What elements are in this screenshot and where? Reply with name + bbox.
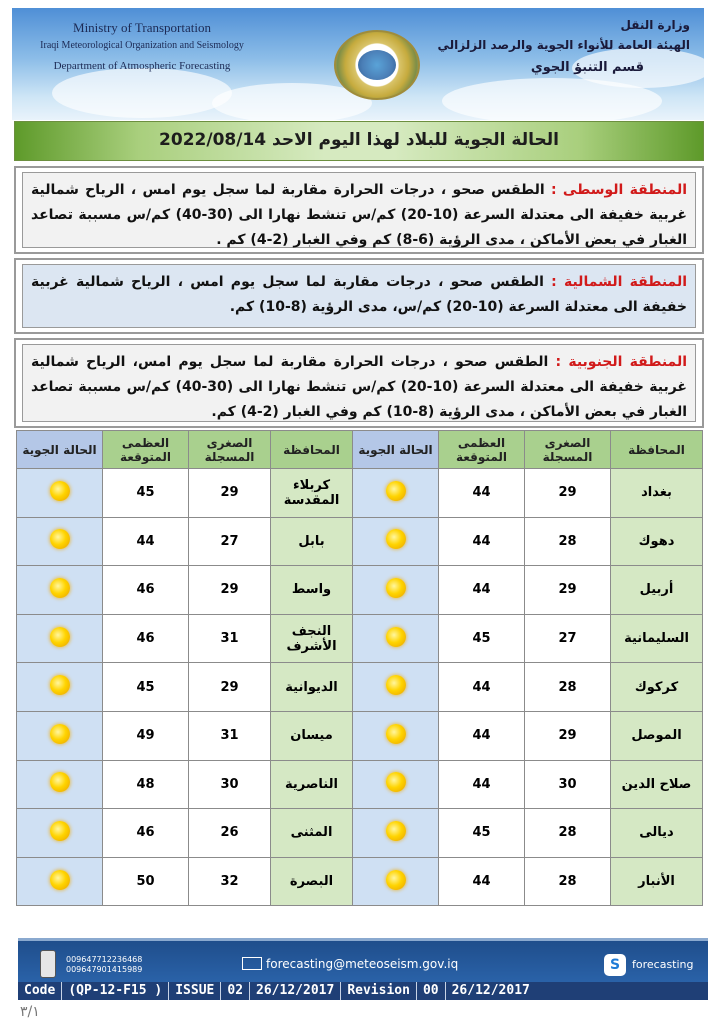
table-row — [17, 663, 703, 712]
weather-cell — [353, 760, 439, 809]
header-weather: الحالة الجوية — [17, 431, 103, 469]
governorate-cell: الموصل — [611, 711, 703, 760]
min-temp-cell: 27 — [525, 614, 611, 663]
region-central — [14, 166, 704, 254]
max-temp-cell: 45 — [439, 614, 525, 663]
max-temp-cell: 44 — [439, 857, 525, 906]
header-banner — [12, 8, 704, 120]
governorate-cell: أربيل — [611, 566, 703, 615]
table-row — [17, 711, 703, 760]
region-central-text: الطقس صحو ، درجات الحرارة مقاربة لما سجل يوم امس ، الرياح شمالية غربية خفيفة الى معتدلة السرعة (10-20) كم/س تنشط نهارا الى (30-40) كم/س مسببة تصاعد الغبار في بعض الأماكن ، مدى الرؤية (6-8) كم وفي الغبار (2-4) كم . — [31, 182, 687, 248]
min-temp-cell: 26 — [189, 809, 271, 858]
document-code-bar — [18, 982, 708, 1000]
governorate-cell: السليمانية — [611, 614, 703, 663]
mail-icon — [242, 957, 262, 970]
sun-icon — [386, 675, 406, 695]
max-temp-cell: 45 — [439, 809, 525, 858]
min-temp-cell: 29 — [189, 566, 271, 615]
sun-icon — [386, 481, 406, 501]
issue-value: 02 — [221, 982, 250, 1000]
ministry-en: Ministry of Transportation — [73, 20, 211, 35]
weather-cell — [17, 711, 103, 760]
header-min-temp: الصغرى المسجلة — [525, 431, 611, 469]
weather-cell — [353, 614, 439, 663]
skype-icon: S — [604, 954, 626, 976]
region-south — [14, 338, 704, 428]
weather-cell — [353, 469, 439, 518]
max-temp-cell: 49 — [103, 711, 189, 760]
weather-cell — [17, 857, 103, 906]
sun-icon — [386, 578, 406, 598]
min-temp-cell: 28 — [525, 857, 611, 906]
header-weather: الحالة الجوية — [353, 431, 439, 469]
weather-cell — [353, 663, 439, 712]
weather-cell — [17, 809, 103, 858]
sun-icon — [386, 821, 406, 841]
max-temp-cell: 44 — [439, 711, 525, 760]
weather-cell — [353, 711, 439, 760]
table-row — [17, 517, 703, 566]
header-governorate: المحافظة — [271, 431, 353, 469]
table-row — [17, 566, 703, 615]
min-temp-cell: 29 — [525, 566, 611, 615]
min-temp-cell: 29 — [525, 469, 611, 518]
email-link[interactable]: forecasting@meteoseism.gov.iq — [266, 957, 459, 971]
min-temp-cell: 27 — [189, 517, 271, 566]
region-south-text: الطقس صحو ، درجات الحرارة مقاربة لما سجل يوم امس، الرياح شمالية غربية خفيفة الى معتدلة السرعة (10-20) كم/س تنشط نهارا الى (30-40) كم/س مسببة تصاعد الغبار في بعض الأماكن ، مدى الرؤية (8-10) كم وفي الغبار (2-4) كم. — [31, 354, 687, 420]
min-temp-cell: 31 — [189, 711, 271, 760]
header-max-temp: العظمى المتوقعة — [439, 431, 525, 469]
organization-ar: الهيئة العامة للأنواء الجوية والرصد الزلزالي — [437, 38, 690, 52]
max-temp-cell: 46 — [103, 809, 189, 858]
sun-icon — [50, 578, 70, 598]
weather-cell — [17, 469, 103, 518]
governorate-cell: دهوك — [611, 517, 703, 566]
skype-handle[interactable]: forecasting — [632, 958, 694, 971]
page-title: الحالة الجوية للبلاد لهذا اليوم الاحد 2022/08/14 — [159, 130, 559, 150]
weather-cell — [353, 857, 439, 906]
revision-date: 26/12/2017 — [451, 983, 530, 998]
min-temp-cell: 29 — [189, 663, 271, 712]
code-label: Code — [18, 982, 62, 1000]
sun-icon — [50, 529, 70, 549]
department-en: Department of Atmospheric Forecasting — [53, 60, 231, 72]
organization-en: Iraqi Meteorological Organization and Seismology — [40, 40, 244, 51]
min-temp-cell: 28 — [525, 809, 611, 858]
max-temp-cell: 44 — [439, 517, 525, 566]
sun-icon — [386, 772, 406, 792]
header-min-temp: الصغرى المسجلة — [189, 431, 271, 469]
region-north — [14, 258, 704, 334]
weather-cell — [17, 760, 103, 809]
governorate-cell: بابل — [271, 517, 353, 566]
header-governorate: المحافظة — [611, 431, 703, 469]
max-temp-cell: 48 — [103, 760, 189, 809]
table-row — [17, 809, 703, 858]
min-temp-cell: 29 — [189, 469, 271, 518]
department-ar: قسم التنبؤ الجوي — [530, 60, 644, 75]
governorate-cell: بغداد — [611, 469, 703, 518]
revision-label: Revision — [341, 982, 417, 1000]
title-bar — [14, 121, 704, 161]
max-temp-cell: 45 — [103, 663, 189, 712]
min-temp-cell: 30 — [189, 760, 271, 809]
min-temp-cell: 31 — [189, 614, 271, 663]
code-value: (QP-12-F15 ) — [62, 982, 169, 1000]
weather-cell — [17, 517, 103, 566]
sun-icon — [386, 529, 406, 549]
table-row — [17, 469, 703, 518]
weather-cell — [17, 614, 103, 663]
min-temp-cell: 30 — [525, 760, 611, 809]
phone-1: 009647712236468 — [66, 955, 143, 964]
sun-icon — [386, 627, 406, 647]
region-central-name: المنطقة الوسطى : — [551, 182, 687, 198]
issue-date: 26/12/2017 — [250, 982, 341, 1000]
issue-label: ISSUE — [169, 982, 221, 1000]
min-temp-cell: 32 — [189, 857, 271, 906]
revision-value: 00 — [417, 982, 446, 1000]
governorate-cell: واسط — [271, 566, 353, 615]
governorate-cell: ميسان — [271, 711, 353, 760]
weather-cell — [353, 566, 439, 615]
weather-cell — [353, 809, 439, 858]
sun-icon — [50, 724, 70, 744]
table-header-row — [17, 431, 703, 469]
max-temp-cell: 44 — [439, 663, 525, 712]
governorate-cell: المثنى — [271, 809, 353, 858]
max-temp-cell: 45 — [103, 469, 189, 518]
sun-icon — [50, 481, 70, 501]
globe-icon — [358, 50, 396, 80]
sun-icon — [50, 627, 70, 647]
region-north-name: المنطقة الشمالية : — [551, 274, 687, 290]
max-temp-cell: 46 — [103, 614, 189, 663]
governorate-cell: الناصرية — [271, 760, 353, 809]
max-temp-cell: 44 — [439, 469, 525, 518]
min-temp-cell: 28 — [525, 663, 611, 712]
governorate-cell: كركوك — [611, 663, 703, 712]
max-temp-cell: 46 — [103, 566, 189, 615]
governorate-cell: النجف الأشرف — [271, 614, 353, 663]
sun-icon — [50, 675, 70, 695]
governorate-cell: ديالى — [611, 809, 703, 858]
governorate-cell: البصرة — [271, 857, 353, 906]
min-temp-cell: 29 — [525, 711, 611, 760]
weather-cell — [353, 517, 439, 566]
weather-cell — [17, 663, 103, 712]
region-south-name: المنطقة الجنوبية : — [555, 354, 687, 370]
sun-icon — [50, 870, 70, 890]
header-max-temp: العظمى المتوقعة — [103, 431, 189, 469]
phone-2: 009647901415989 — [66, 965, 143, 974]
max-temp-cell: 44 — [103, 517, 189, 566]
phone-icon — [40, 950, 56, 978]
governorate-cell: كربلاء المقدسة — [271, 469, 353, 518]
governorate-cell: صلاح الدين — [611, 760, 703, 809]
weather-cell — [17, 566, 103, 615]
sun-icon — [50, 821, 70, 841]
sun-icon — [386, 724, 406, 744]
table-row — [17, 857, 703, 906]
sun-icon — [50, 772, 70, 792]
forecast-table — [16, 430, 703, 906]
ministry-ar: وزارة النقل — [620, 18, 690, 32]
max-temp-cell: 44 — [439, 566, 525, 615]
sun-icon — [386, 870, 406, 890]
organization-logo — [334, 30, 420, 100]
governorate-cell: الأنبار — [611, 857, 703, 906]
phone-numbers — [66, 955, 142, 975]
table-row — [17, 760, 703, 809]
footer-contact-bar — [18, 938, 708, 982]
table-row — [17, 614, 703, 663]
max-temp-cell: 44 — [439, 760, 525, 809]
governorate-cell: الديوانية — [271, 663, 353, 712]
min-temp-cell: 28 — [525, 517, 611, 566]
page-number: ٣/١ — [20, 1004, 40, 1020]
max-temp-cell: 50 — [103, 857, 189, 906]
region-north-text: الطقس صحو ، درجات مقاربة لما سجل يوم امس ، الرياح شمالية غربية خفيفة الى معتدلة السرعة (10-20) كم/س، مدى الرؤية (8-10) كم. — [31, 274, 687, 315]
